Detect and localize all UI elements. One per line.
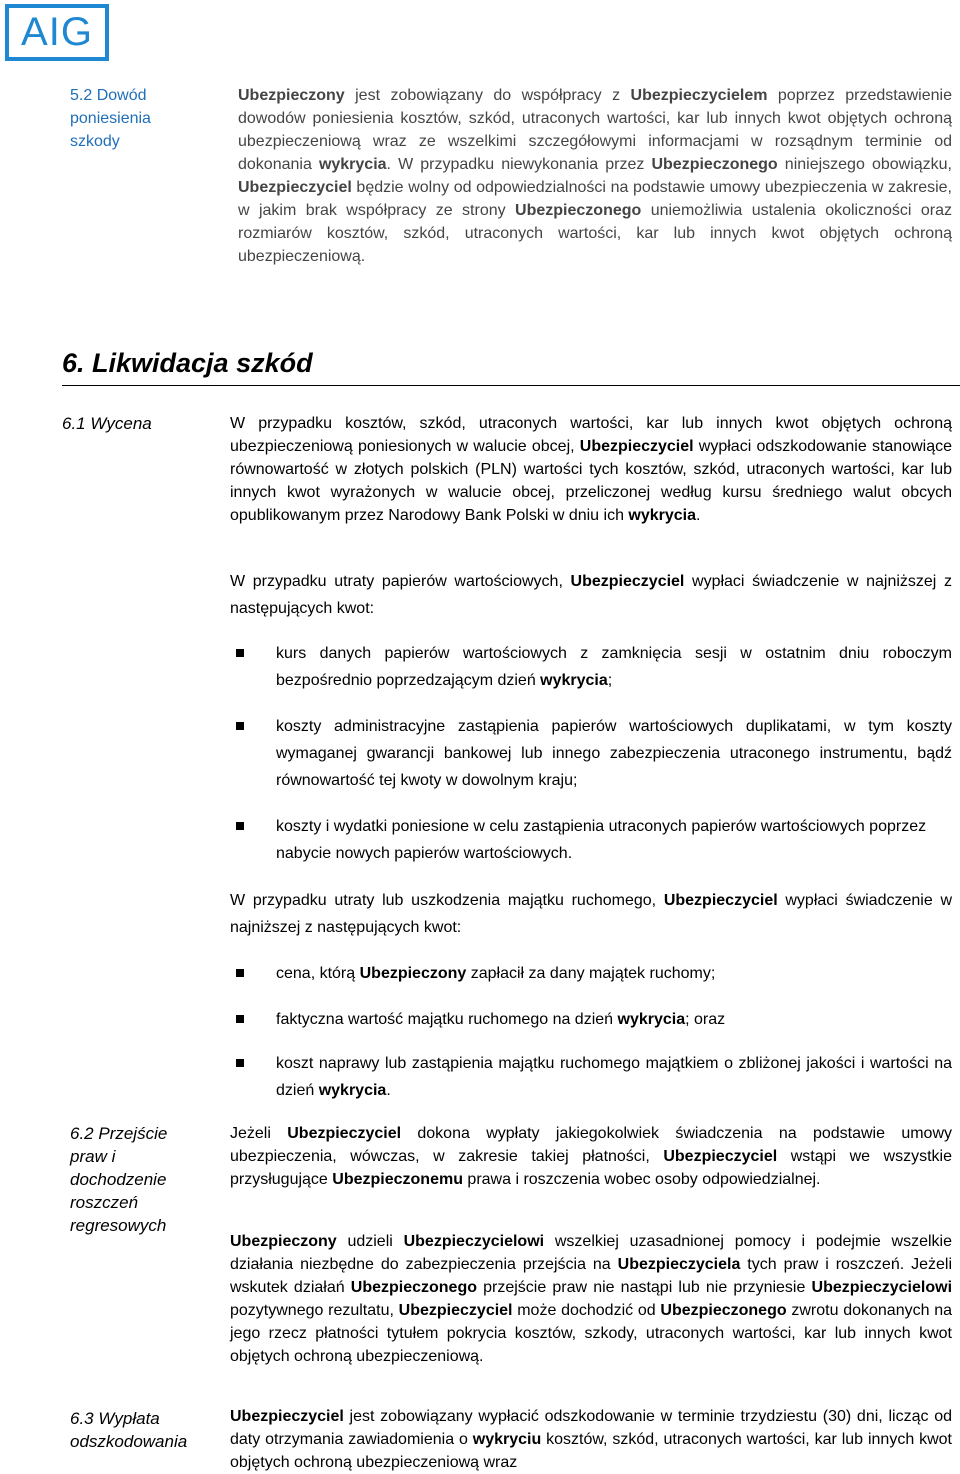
aig-logo: AIG [5,4,109,61]
bullet-icon [236,1059,244,1067]
defined-term: Ubezpieczony [359,965,467,982]
defined-term: wykrycia [617,1011,686,1028]
defined-term: Ubezpieczyciel [398,1302,513,1319]
defined-term: Ubezpieczonego [651,156,778,173]
defined-term: Ubezpieczyciel [287,1125,402,1142]
defined-term: Ubezpieczycielem [630,87,768,104]
section-5-2-body: Ubezpieczony jest zobowiązany do współpracy z Ubezpieczycielem poprzez przedstawienie dowodów poniesienia kosztów, szkód, utraconych wartości, kar lub innych kwot objętych ochroną ubezpieczeniową wraz ze wszelkimi szczegółowymi informacjami w rozsądnym terminie od dokonania wykrycia. W przypadku niewykonania przez Ubezpieczonego niniejszego obowiązku, Ubezpieczyciel będzie wolny od odpowiedzialności na podstawie umowy ubezpieczenia w zakresie, w jakim brak współpracy ze strony Ubezpieczonego uniemożliwia ustalenia okoliczności oraz rozmiarów kosztów, szkód, utraconych wartości, kar lub innych kwot objętych ochroną ubezpieczeniową. [238,87,952,265]
defined-term: Ubezpieczonemu [332,1171,463,1188]
property-list [230,960,952,1104]
section-5-2-label: 5.2 Dowód poniesienia szkody [70,87,151,150]
list-item: koszty administracyjne zastąpienia papierów wartościowych duplikatami, w tym koszty wymaganej gwarancji bankowej lub innego zabezpieczenia utraconego instrumentu, bądź równowartość tej kwoty w dowolnym kraju; [230,713,952,794]
defined-term: Ubezpieczony [230,1233,337,1250]
section-6-1-label: 6.1 Wycena [62,414,152,433]
defined-term: Ubezpieczyciela [617,1256,741,1273]
securities-list [230,640,952,867]
bullet-icon [236,1015,244,1023]
defined-term: Ubezpieczyciel [663,1148,778,1165]
list-item: faktyczna wartość majątku ruchomego na dzień wykrycia; oraz [230,1006,952,1033]
section-6-2-paragraph-2: Ubezpieczony udzieli Ubezpieczycielowi wszelkiej uzasadnionej pomocy i podejmie wszelkie działania niezbędne do zabezpieczenia przejścia na Ubezpieczyciela tych praw i roszczeń. Jeżeli wskutek działań Ubezpieczonego przejście praw nie nastąpi lub nie przyniesie Ubezpieczycielowi pozytywnego rezultatu, Ubezpieczyciel może dochodzić od Ubezpieczonego zwrotu dokonanych na jego rzecz płatności tytułem pokrycia kosztów, szkody, utraconych wartości, kar lub innych kwot objętych ochroną ubezpieczeniową. [230,1233,953,1365]
defined-term: Ubezpieczycielowi [811,1279,953,1296]
section-6-1-paragraph-3: W przypadku utraty lub uszkodzenia majątku ruchomego, Ubezpieczyciel wypłaci świadczenie w najniższej z następujących kwot: [230,892,952,936]
bullet-icon [236,822,244,830]
defined-term: wykryciu [472,1431,542,1448]
defined-term: Ubezpieczony [238,87,345,104]
section-6-3-paragraph-1: Ubezpieczyciel jest zobowiązany wypłacić odszkodowanie w terminie trzydziestu (30) dni, licząc od daty otrzymania zawiadomienia o wykryciu kosztów, szkód, utraconych wartości, kar lub innych kwot objętych ochroną ubezpieczeniową wraz [230,1408,952,1471]
defined-term: Ubezpieczonego [660,1302,787,1319]
defined-term: Ubezpieczonego [350,1279,477,1296]
defined-term: Ubezpieczyciel [238,179,352,196]
defined-term: Ubezpieczonego [515,202,642,219]
section-6-heading: 6. Likwidacja szkód [62,345,960,386]
defined-term: Ubezpieczyciel [663,892,778,909]
section-6-3-label: 6.3 Wypłata odszkodowania [70,1409,188,1451]
bullet-icon [236,722,244,730]
defined-term: wykrycia [318,1082,387,1099]
defined-term: Ubezpieczyciel [570,573,685,590]
defined-term: wykrycia [540,672,608,689]
bullet-icon [236,649,244,657]
list-item: cena, którą Ubezpieczony zapłacił za dany majątek ruchomy; [230,960,952,987]
defined-term: wykrycia [318,156,387,173]
defined-term: Ubezpieczyciel [230,1408,344,1425]
list-item: koszty i wydatki poniesione w celu zastąpienia utraconych papierów wartościowych poprzez nabycie nowych papierów wartościowych. [230,813,952,867]
section-6-1-paragraph-1: W przypadku kosztów, szkód, utraconych wartości, kar lub innych kwot objętych ochroną ubezpieczeniową poniesionych w walucie obcej, Ubezpieczyciel wypłaci odszkodowanie stanowiące równowartość w złotych polskich (PLN) wartości tych kosztów, szkód, utraconych wartości, kar lub innych kwot wyrażonych w walucie obcej, przeliczonej według kursu średniego walut obcych opublikowanym przez Narodowy Bank Polski w dniu ich wykrycia. [230,415,953,524]
section-6-2-paragraph-1: Jeżeli Ubezpieczyciel dokona wypłaty jakiegokolwiek świadczenia na podstawie umowy ubezpieczenia, wówczas, w zakresie takiej płatności, Ubezpieczyciel wstąpi we wszystkie przysługujące Ubezpieczonemu prawa i roszczenia wobec osoby odpowiedzialnej. [230,1125,953,1188]
list-item: koszt naprawy lub zastąpienia majątku ruchomego majątkiem o zbliżonej jakości i wartości na dzień wykrycia. [230,1050,952,1104]
list-item: kurs danych papierów wartościowych z zamknięcia sesji w ostatnim dniu roboczym bezpośrednio poprzedzającym dzień wykrycia; [230,640,952,694]
section-6-1-paragraph-2: W przypadku utraty papierów wartościowych, Ubezpieczyciel wypłaci świadczenie w najniższej z następujących kwot: [230,573,953,617]
section-6-2-label: 6.2 Przejście praw i dochodzenie roszczeń regresowych [70,1124,168,1235]
defined-term: Ubezpieczycielowi [403,1233,545,1250]
defined-term: Ubezpieczyciel [579,438,694,455]
bullet-icon [236,969,244,977]
defined-term: wykrycia [628,507,697,524]
